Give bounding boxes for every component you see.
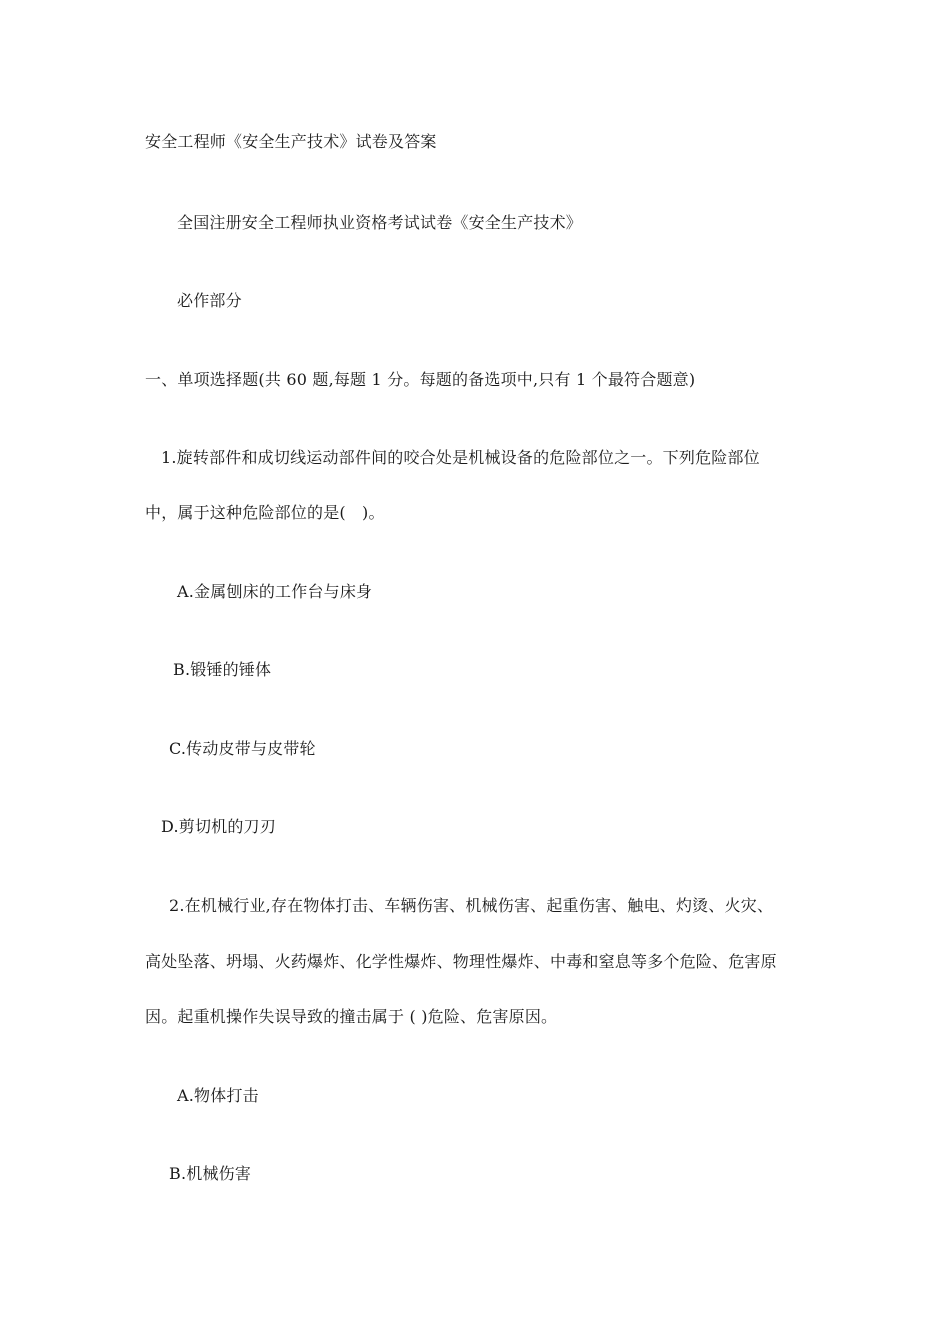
question-1-option-a: A.金属刨床的工作台与床身 [177, 582, 373, 601]
document-subtitle: 全国注册安全工程师执业资格考试试卷《安全生产技术》 [177, 213, 583, 232]
question-2-option-b: B.机械伤害 [169, 1164, 252, 1183]
question-1-option-b: B.锻锤的锤体 [173, 660, 272, 679]
part-heading: 一、单项选择题(共 60 题,每题 1 分。每题的备选项中,只有 1 个最符合题意) [145, 370, 696, 389]
question-1-option-d: D.剪切机的刀刃 [161, 817, 276, 836]
question-2-stem-line-2: 高处坠落、坍塌、火药爆炸、化学性爆炸、物理性爆炸、中毒和窒息等多个危险、危害原 [145, 952, 777, 971]
question-1-option-c: C.传动皮带与皮带轮 [169, 739, 316, 758]
question-2-stem-line-1: 2.在机械行业,存在物体打击、车辆伤害、机械伤害、起重伤害、触电、灼烫、火灾、 [169, 896, 774, 915]
section-heading: 必作部分 [177, 291, 242, 310]
question-1-stem-line-2: 中，属于这种危险部位的是( )。 [145, 503, 385, 522]
document-title: 安全工程师《安全生产技术》试卷及答案 [145, 132, 437, 151]
question-2-option-a: A.物体打击 [177, 1086, 259, 1105]
question-2-stem-line-3: 因。起重机操作失误导致的撞击属于 ( )危险、危害原因。 [145, 1007, 558, 1026]
question-1-stem-line-1: 1.旋转部件和成切线运动部件间的咬合处是机械设备的危险部位之一。下列危险部位 [161, 448, 760, 467]
